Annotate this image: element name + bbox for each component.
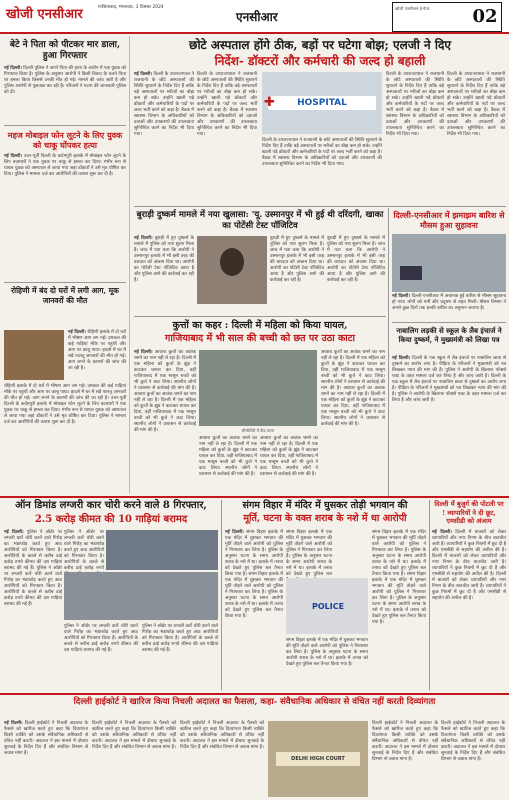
main-story-body (386, 72, 444, 204)
story-body (432, 530, 506, 690)
rain-photo (392, 234, 506, 292)
column-divider (388, 208, 389, 496)
story-text: आवारा कुत्तों का आतंक थमने का नाम नहीं ले रहा है। दिल्ली में एक महिला को कुत्तों के झुंड ने काटकर घायल कर दिया, वहीं गाजियाबाद में एक मासूम बच्ची को भी कुत्ते ने काट लिया। स्थानीय लोगों ने प्रशासन से कार्रवाई की मांग की है। (321, 350, 385, 391)
story-body (142, 624, 218, 690)
story-text: संगम विहार इलाके में एक मंदिर में घुसकर भगवान की मूर्ति तोड़ने वाले आरोपी को पुलिस ने गिरफ्तार कर लिया है। पुलिस के अनुसार घटना के समय आरोपी शराब के नशे में था। इलाके में तनाव को देखते हुए पुलिस बल (286, 530, 332, 577)
story-body (134, 236, 194, 314)
story-text: दिल्ली में बाजारों को लेकर व्यापारियों और नगर निगम के बीच बातचीत जारी है। व्यापारियों ने कुछ नियमों में छूट दी है और एमसीडी से सहयोग की अपील की है। (432, 530, 507, 553)
story-dateline: नई दिल्ली। (134, 236, 153, 241)
page-number: 02 (472, 6, 498, 27)
story-dateline: नई दिल्ली। (4, 154, 23, 159)
story-dateline: नई दिल्ली। (4, 721, 23, 726)
story-body (327, 236, 385, 314)
story-body (270, 236, 324, 314)
divider (4, 282, 126, 283)
divider (4, 125, 126, 126)
story-text: दिल्ली के उपराज्यपाल ने राजधानी के छोटे अस्पतालों की स्थिति सुधारने के निर्देश दिए हैं ताकि बड़े अस्पतालों पर मरीजों का बोझ कम हो सके। उन्होंने खाली पड़े डॉक्टरों और कर्मचारियों के पदों पर जल्द भर्ती करने को कहा है। बैठक में स्वास्थ्य विभाग के अधिकारियों को दवाओं और उपकरणों की उपलब्धता सुनिश्चित करने का निर्देश भी दिया गया। (262, 138, 382, 167)
story-text: संगम विहार इलाके में एक मंदिर में घुसकर भगवान की मूर्ति तोड़ने वाले आरोपी को पुलिस ने गिरफ्तार कर लिया है। पुलिस के अनुसार घटना के समय आरोपी शराब के नशे में था। इलाके में तनाव को देखते हुए पुलिस बल तैनात किया गया है। (225, 530, 284, 577)
story-body-continued (4, 384, 126, 488)
story-text: उत्तर-पूर्वी दिल्ली के कर्दमपुरी इलाके में मोबाइल फोन लूटने के लिए बदमाशों ने एक युवक पर चाकू से हमला कर दिया। गंभीर रूप से घायल युवक को अस्पताल ले जाया गया जहां डॉक्टरों ने उसे मृत घोषित कर दिया। पुलिस ने मामला दर्ज कर आरोपियों की तलाश शुरू कर दी है। (4, 396, 126, 425)
story-text: आवारा कुत्तों का आतंक थमने का नाम नहीं ले रहा है। दिल्ली में एक महिला को कुत्तों के झुंड ने काटकर घायल कर दिया, वहीं गाजियाबाद में एक मासूम बच्ची को भी कुत्ते ने काट लिया। स्थानीय लोगों ने प्रशासन से कार्रवाई की मांग की है। (199, 436, 257, 477)
story-text: पुलिस ने ऑर्डर पर लग्जरी कारें चोरी करने वाले गिरोह का भंडाफोड़ करते हुए आठ आरोपियों को गिरफ्तार किया है। आरोपियों के कब्जे से करीब ढाई करोड़ रुपये कीमत की दस गाड़ियां बरामद की गई हैं। (64, 624, 138, 653)
story-dateline: नई दिल्ली। (4, 66, 22, 71)
story-body (372, 721, 438, 797)
story-body (180, 721, 264, 797)
newspaper-logo: खोजी एनसीआर (6, 7, 83, 22)
story-text: आवारा कुत्तों का आतंक थमने का नाम नहीं ले रहा है। दिल्ली में एक महिला को कुत्तों के झुंड ने काटकर घायल कर दिया, वहीं गाजियाबाद में एक मासूम बच्ची को भी कुत्ते ने काट लिया। स्थानीय लोगों ने प्रशासन से कार्रवाई की मांग की है। (134, 392, 196, 433)
story-body (64, 624, 138, 690)
fire-photo (4, 330, 64, 380)
story-text: दिल्ली में बाजारों को लेकर व्यापारियों और नगर निगम के बीच बातचीत जारी है। व्यापारियों ने कुछ नियमों में छूट दी है और एमसीडी से सहयोग की अपील की है। (432, 572, 506, 601)
story-text: दिल्ली के एक स्कूल में लैब इंचार्ज पर नाबालिग छात्रा से दुष्कर्म का आरोप लगा है। पीड़िता के परिजनों ने मुख्यमंत्री को पत्र लिखकर न्याय की मांग की है। पुलिस ने आरोपी के खिलाफ पॉक्सो एक्ट के तहत मामला दर्ज कर लिया है और जांच जारी है। (392, 374, 507, 403)
story-dateline: नई दिल्ली। (134, 350, 153, 355)
story-headline: बेटे ने पिता को पीटकर मार डाला, हुआ गिरफ्तार (9, 40, 121, 61)
story-text: दिल्ली हाईकोर्ट ने निचली अदालत के फैसले को खारिज करते हुए कहा कि दिव्यांगता किसी व्यक्ति को उसके संवैधानिक अधिकारों से वंचित नहीं करती। अदालत ने इस मामले में दोबारा सुनवाई के निर्देश दिए हैं और संबंधित विभाग से जवाब मांगा है। (4, 721, 89, 756)
story-text: बुराड़ी में हुए दुष्कर्म के मामले में पुलिस को नया सुराग मिला है। जांच में पता चला कि आरोपी ने उस्मानपुर इलाके में भी इसी तरह की वारदात को अंजाम दिया था। आरोपी का पोटेंसी टेस्ट पॉजिटिव आया है और पुलिस आगे की कार्रवाई कर रही है। (327, 236, 385, 283)
story-text: आवारा कुत्तों का आतंक थमने का नाम नहीं ले रहा है। दिल्ली में एक महिला को कुत्तों के झुंड ने काटकर घायल कर दिया, वहीं गाजियाबाद में एक मासूम बच्ची को भी कुत्ते ने काट लिया। स्थानीय लोगों ने प्रशासन से कार्रवाई की मांग की है। (134, 350, 196, 391)
story-headline: दिल्ली में बुज़ुर्ग की पोटली पर ! व्यापारियों ने दी छूट, एमसीडी को अंजाम (434, 500, 504, 525)
story-text: दिल्ली हाईकोर्ट ने निचली अदालत के फैसले को खारिज करते हुए कहा कि दिव्यांगता किसी व्यक्ति को उसके संवैधानिक अधिकारों से वंचित नहीं करती। अदालत ने इस मामले में दोबारा सुनवाई के निर्देश दिए हैं और संबंधित विभाग से जवाब मांगा है। (372, 721, 438, 762)
story-body (441, 721, 505, 797)
column-divider (221, 500, 222, 690)
story-text: पुलिस ने ऑर्डर पर लग्जरी कारें चोरी करने वाले गिरोह का भंडाफोड़ करते हुए आठ आरोपियों को गिरफ्तार किया है। आरोपियों के कब्जे से करीब ढाई करोड़ रुपये (64, 530, 104, 571)
arrested-gang-photo (106, 530, 218, 570)
recovered-cars-photo (64, 572, 218, 620)
story-text: दिल्ली-एनसीआर में अचानक हुई बारिश से मौसम सुहावना हो गया। लोगों को गर्मी और प्रदूषण से राहत मिली। मौसम विभाग ने अगले कुछ दिनों तक हल्की बारिश का अनुमान जताया है। (392, 294, 507, 311)
story-text: दिल्ली के उपराज्यपाल ने राजधानी के छोटे अस्पतालों की स्थिति सुधारने के निर्देश दिए हैं ताकि बड़े अस्पतालों पर मरीजों का बोझ कम हो सके। उन्होंने खाली पड़े डॉक्टरों और कर्मचारियों के पदों पर जल्द भर्ती करने को कहा है। बैठक में स्वास्थ्य विभाग के अधिकारियों को दवाओं और उपकरणों की उपलब्धता सुनिश्चित करने का निर्देश भी दिया गया। (447, 72, 505, 137)
story-dateline: नई दिल्ली। (4, 530, 24, 535)
story-headline: महज मोबाइल फोन लूटने के लिए युवक को चाकू घोंपकर हत्या (7, 130, 123, 150)
story-body (286, 530, 332, 577)
story-headline: नाबालिग लड़की से स्कूल के लैब इंचार्ज ने किया दुष्कर्म, ने मुख्यमंत्री को लिखा पत्र (396, 326, 502, 344)
story-dateline: नई दिल्ली। (432, 530, 452, 535)
photo-caption: सीसीटीवी में कैद घटना (241, 428, 275, 433)
face-shape (220, 248, 244, 276)
main-headline-line2: निर्देश- डॉक्टरों और कर्मचारी की जल्द हो बहाली (214, 54, 426, 68)
story-headline: बुराड़ी दुष्कर्म मामले में नया खुलासा: 'यू. उस्मानपुर में भी हुई थी दरिंदगी, खाका का पोटेंसी टेस्ट पॉजिटिव (136, 210, 384, 231)
story-headline: ऑन डिमांड लग्जरी कार चोरी करने वाले 8 गिरफ्तार, (15, 500, 207, 511)
story-text: संगम विहार इलाके में एक मंदिर में घुसकर भगवान की मूर्ति तोड़ने वाले आरोपी को पुलिस ने गिरफ्तार कर लिया है। पुलिस के अनुसार घटना के समय आरोपी शराब के नशे में था। इलाके में तनाव को देखते हुए पुलिस बल तैनात किया गया है। (372, 530, 426, 577)
main-story-body (447, 72, 505, 204)
story-body (260, 436, 318, 494)
story-text: दिल्ली के उपराज्यपाल ने राजधानी के छोटे अस्पतालों की स्थिति सुधारने के निर्देश दिए हैं ताकि बड़े अस्पतालों पर मरीजों का बोझ कम हो सके। उन्होंने खाली पड़े डॉक्टरों और कर्मचारियों के पदों पर जल्द भर्ती करने को कहा है। बैठक में स्वास्थ्य विभाग के अधिकारियों को दवाओं और उपकरणों की उपलब्धता सुनिश्चित करने का निर्देश भी दिया गया। (134, 72, 195, 137)
page-tagline: खोजी एनसीआर ई-पेपर (395, 6, 430, 11)
story-headline: दिल्ली-एनसीआर में झमाझम बारिश से मौसम हुआ सुहावना (393, 210, 505, 230)
story-body (92, 721, 176, 797)
umbrella-shape (400, 266, 422, 280)
section-rule (0, 496, 509, 498)
main-headline-line1: छोटे अस्पताल होंगे ठीक, बड़ों पर घटेगा बोझ; एलजी ने दिए (189, 38, 451, 52)
story-headline: संगम विहार में मंदिर में घुसकर तोड़ी भगवान की (242, 500, 408, 511)
column-divider (429, 500, 430, 690)
issue-date: गाज़ियाबाद, मंगलवार, 3 दिसंबर 2024 (98, 5, 164, 10)
story-dateline: नई दिल्ली। (392, 294, 410, 299)
divider (134, 316, 386, 317)
story-text: दिल्ली के उपराज्यपाल ने राजधानी के छोटे अस्पतालों की स्थिति सुधारने के निर्देश दिए हैं ताकि बड़े अस्पतालों पर मरीजों का बोझ कम हो सके। उन्होंने खाली पड़े डॉक्टरों और कर्मचारियों के पदों पर जल्द भर्ती करने को कहा है। बैठक में स्वास्थ्य विभाग के अधिकारियों को दवाओं और उपकरणों की उपलब्धता सुनिश्चित करने का निर्देश भी दिया गया। (197, 72, 257, 137)
story-body (4, 66, 126, 122)
story-text: पुलिस ने ऑर्डर पर लग्जरी कारें चोरी करने वाले गिरोह का भंडाफोड़ करते हुए आठ आरोपियों को गिरफ्तार किया है। आरोपियों के कब्जे से करीब ढाई करोड़ रुपये कीमत की दस गाड़ियां बरामद की गई हैं। (4, 530, 63, 571)
story-text: पुलिस ने ऑर्डर पर लग्जरी कारें चोरी करने वाले गिरोह का भंडाफोड़ करते हुए आठ आरोपियों को गिरफ्तार किया है। आरोपियों के कब्जे से करीब ढाई करोड़ रुपये कीमत की दस गाड़ियां बरामद की गई हैं। (4, 566, 62, 607)
story-headline: दिल्ली हाईकोर्ट ने खारिज किया निचली अदालत का फैसला, कहा- संवैधानिक अधिकार से वंचित नहीं करती दिव्यांगता (73, 697, 436, 707)
hospital-sign: HOSPITAL (268, 96, 376, 110)
story-body (4, 721, 88, 797)
story-body (392, 356, 506, 496)
story-text: आवारा कुत्तों का आतंक थमने का नाम नहीं ले रहा है। दिल्ली में एक महिला को कुत्तों के झुंड ने काटकर घायल कर दिया, वहीं गाजियाबाद में एक मासूम बच्ची को भी कुत्ते ने काट लिया। स्थानीय लोगों ने प्रशासन से कार्रवाई की मांग की है। (321, 386, 385, 427)
story-body (286, 638, 368, 690)
story-text: संगम विहार इलाके में एक मंदिर में घुसकर भगवान की मूर्ति तोड़ने वाले आरोपी को पुलिस ने गिरफ्तार कर लिया है। पुलिस के अनुसार घटना के समय आरोपी शराब के नशे में था। इलाके में तनाव को देखते हुए पुलिस बल तैनात किया गया है। (372, 572, 426, 625)
story-dateline: नई दिल्ली। (225, 530, 244, 535)
story-text: पुलिस ने ऑर्डर पर लग्जरी कारें चोरी करने वाले गिरोह का भंडाफोड़ करते हुए आठ आरोपियों को गिरफ्तार किया है। आरोपियों के कब्जे से करीब ढाई करोड़ रुपये कीमत की दस गाड़ियां बरामद की गई हैं। (142, 624, 218, 653)
story-dateline: नई दिल्ली। (392, 356, 411, 361)
story-headline: 2.5 करोड़ कीमत की 10 गाड़ियां बरामद (34, 514, 188, 525)
red-cross-icon: ✚ (264, 95, 275, 110)
police-car-label: POLICE (311, 602, 345, 611)
story-text: दिल्ली में बाजारों को लेकर व्यापारियों और नगर निगम के बीच बातचीत जारी है। व्यापारियों ने कुछ नियमों में छूट दी है और एमसीडी से सहयोग की अपील की है। (432, 554, 506, 577)
cctv-photo (199, 350, 317, 426)
main-story-body (134, 72, 194, 204)
story-text: दिल्ली हाईकोर्ट ने निचली अदालत के फैसले को खारिज करते हुए कहा कि दिव्यांगता किसी व्यक्ति को उसके संवैधानिक अधिकारों से वंचित नहीं करती। अदालत ने इस मामले में दोबारा सुनवाई के निर्देश दिए हैं और संबंधित विभाग से जवाब मांगा है। (92, 721, 176, 750)
story-body (134, 350, 196, 494)
main-story-body (262, 138, 382, 204)
story-headline: कुत्तों का कहर : दिल्ली में महिला को किया घायल, (172, 320, 348, 331)
story-text: दिल्ली हाईकोर्ट ने निचली अदालत के फैसले को खारिज करते हुए कहा कि दिव्यांगता किसी व्यक्ति को उसके संवैधानिक अधिकारों से वंचित नहीं करती। अदालत ने इस मामले में दोबारा सुनवाई के निर्देश दिए हैं और संबंधित विभाग से जवाब मांगा है। (441, 721, 505, 762)
story-dateline: नई दिल्ली। (68, 330, 86, 335)
story-body (392, 294, 506, 320)
story-body (4, 530, 62, 690)
story-text: संगम विहार इलाके में एक मंदिर में घुसकर भगवान की मूर्ति तोड़ने वाले आरोपी को पुलिस ने गिरफ्तार कर लिया है। पुलिस के अनुसार घटना के समय आरोपी शराब के नशे में था। इलाके में तनाव को देखते हुए पुलिस बल तैनात किया गया है। (286, 638, 368, 667)
story-text: उत्तर-पूर्वी दिल्ली के कर्दमपुरी इलाके में मोबाइल फोन लूटने के लिए बदमाशों ने एक युवक पर चाकू से हमला कर दिया। गंभीर रूप से घायल युवक को अस्पताल ले जाया गया जहां डॉक्टरों ने उसे मृत घोषित कर दिया। पुलिस ने मामला दर्ज कर आरोपियों की तलाश शुरू कर दी है। (4, 154, 126, 177)
story-body (372, 530, 426, 690)
divider (134, 206, 506, 207)
story-text: बुराड़ी में हुए दुष्कर्म के मामले में पुलिस को नया सुराग मिला है। जांच में पता चला कि आरोपी ने उस्मानपुर इलाके में भी इसी तरह की वारदात को अंजाम दिया था। आरोपी का पोटेंसी टेस्ट पॉजिटिव आया है और पुलिस आगे की कार्रवाई कर रही है। (134, 236, 195, 283)
story-text: रोहिणी इलाके में दो घरों में भीषण आग लग गई। दमकल की कई गाड़ियां मौके पर पहुंचीं और आग पर काबू पाया। हादसे में घर में रखे पालतू जानवरों की मौत हो गई। आग लगने के कारणों की जांच की जा रही है। (68, 330, 126, 371)
story-dateline: नई दिल्ली। (134, 72, 152, 77)
story-body (321, 350, 385, 494)
story-text: बुराड़ी में हुए दुष्कर्म के मामले में पुलिस को नया सुराग मिला है। जांच में पता चला कि आरोपी ने उस्मानपुर इलाके में भी इसी तरह की वारदात को अंजाम दिया था। आरोपी का पोटेंसी टेस्ट पॉजिटिव आया है और पुलिस आगे की कार्रवाई कर रही है। (270, 236, 324, 283)
story-body (4, 154, 126, 278)
story-body (225, 530, 283, 690)
story-text: दिल्ली पुलिस ने अपने पिता की हत्या के आरोप में एक युवक को गिरफ्तार किया है। पुलिस के अनुसार आरोपी ने किसी विवाद के चलते पिता पर हमला किया जिससे उनकी मौत हो गई। मामले की जांच जारी है और पुलिस आरोपी से पूछताछ कर रही है। परिजनों ने घटना की जानकारी पुलिस को दी। (4, 66, 126, 95)
high-court-sign: DELHI HIGH COURT (276, 752, 360, 766)
story-text: संगम विहार इलाके में एक मंदिर में घुसकर भगवान की मूर्ति तोड़ने वाले आरोपी को पुलिस ने गिरफ्तार कर लिया है। पुलिस के अनुसार घटना के समय आरोपी शराब के नशे में था। इलाके में तनाव को देखते हुए पुलिस बल तैनात किया गया है। (225, 572, 283, 619)
story-headline: गाजियाबाद में भी साल की बच्ची को छत पर उठा काटा (165, 333, 355, 344)
story-text: दिल्ली हाईकोर्ट ने निचली अदालत के फैसले को खारिज करते हुए कहा कि दिव्यांगता किसी व्यक्ति को उसके संवैधानिक अधिकारों से वंचित नहीं करती। अदालत ने इस मामले में दोबारा सुनवाई के निर्देश दिए हैं और संबंधित विभाग से जवाब मांगा है। (180, 721, 264, 750)
story-text: दिल्ली के एक स्कूल में लैब इंचार्ज पर नाबालिग छात्रा से दुष्कर्म का आरोप लगा है। पीड़िता के परिजनों ने मुख्यमंत्री को पत्र लिखकर न्याय की मांग की है। पुलिस ने आरोपी के खिलाफ पॉक्सो एक्ट के तहत मामला दर्ज कर लिया है और जांच जारी है। (392, 356, 507, 379)
main-story-body (197, 72, 257, 204)
story-headline: मूर्ति, घटना के वक्त शराब के नशे में था आरोपी (243, 513, 407, 524)
story-body (64, 530, 104, 571)
story-text: रोहिणी इलाके में दो घरों में भीषण आग लग गई। दमकल की कई गाड़ियां मौके पर पहुंचीं और आग पर काबू पाया। हादसे में घर में रखे पालतू जानवरों की मौत हो गई। आग लगने के कारणों की जांच की जा रही है। (4, 384, 126, 401)
section-title: एनसीआर (236, 10, 278, 24)
section-rule (0, 693, 509, 695)
story-text: दिल्ली के उपराज्यपाल ने राजधानी के छोटे अस्पतालों की स्थिति सुधारने के निर्देश दिए हैं ताकि बड़े अस्पतालों पर मरीजों का बोझ कम हो सके। उन्होंने खाली पड़े डॉक्टरों और कर्मचारियों के पदों पर जल्द भर्ती करने को कहा है। बैठक में स्वास्थ्य विभाग के अधिकारियों को दवाओं और उपकरणों की उपलब्धता सुनिश्चित करने का निर्देश भी दिया गया। (386, 72, 444, 137)
story-body (68, 330, 126, 382)
story-body (199, 436, 257, 494)
story-headline: रोहिणी में बंद दो घरों में लगी आग, मूक जानवरों की मौत (11, 286, 119, 305)
story-text: आवारा कुत्तों का आतंक थमने का नाम नहीं ले रहा है। दिल्ली में एक महिला को कुत्तों के झुंड ने काटकर घायल कर दिया, वहीं गाजियाबाद में एक मासूम बच्ची को भी कुत्ते ने काट लिया। स्थानीय लोगों ने प्रशासन से कार्रवाई की मांग की है। (260, 436, 318, 477)
divider (392, 322, 506, 323)
